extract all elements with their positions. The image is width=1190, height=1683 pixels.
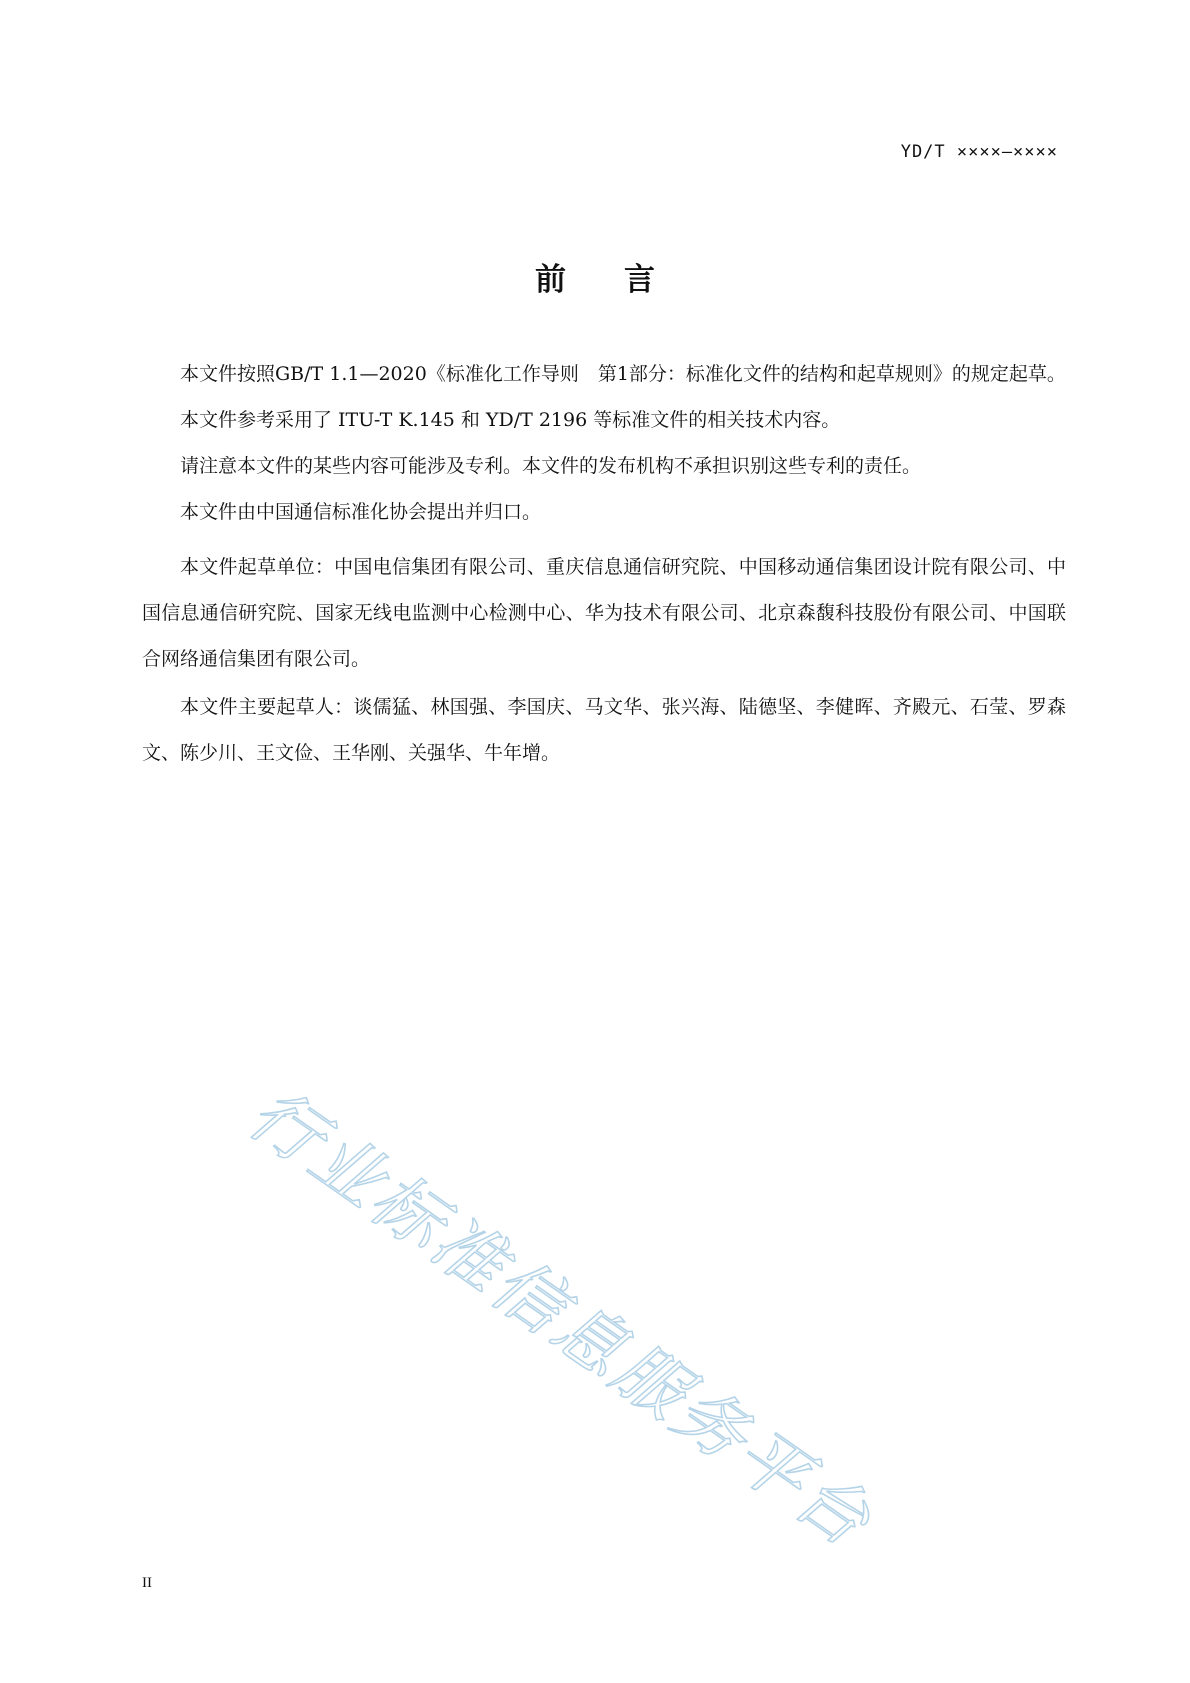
page-title: 前言 [535, 262, 713, 298]
page-number: II [142, 1575, 152, 1591]
paragraph-drafters: 本文件主要起草人：谈儒猛、林国强、李国庆、马文华、张兴海、陆德坚、李健晖、齐殿元、石莹、罗森文、陈少川、王文俭、王华刚、关强华、牛年增。 [142, 696, 1066, 764]
paragraph-drafting-units: 本文件起草单位：中国电信集团有限公司、重庆信息通信研究院、中国移动通信集团设计院有限公司、中国信息通信研究院、国家无线电监测中心检测中心、华为技术有限公司、北京森馥科技股份有限公司、中国联合网络通信集团有限公司。 [142, 556, 1066, 670]
document-code: YD/T ××××—×××× [900, 142, 1058, 162]
paragraph-proposer: 本文件由中国通信标准化协会提出并归口。 [180, 501, 542, 523]
paragraph-patent-notice: 请注意本文件的某些内容可能涉及专利。本文件的发布机构不承担识别这些专利的责任。 [180, 455, 922, 477]
foreword-body [142, 360, 1066, 778]
watermark-text: 行业标准信息服务平台 [234, 1072, 888, 1564]
paragraph-references: 本文件参考采用了 ITU-T K.145 和 YD/T 2196 等标准文件的相关技术内容。 [180, 409, 841, 431]
paragraph-drafting-rules: 本文件按照GB/T 1.1—2020《标准化工作导则 第1部分：标准化文件的结构和起草规则》的规定起草。 [180, 363, 1066, 385]
